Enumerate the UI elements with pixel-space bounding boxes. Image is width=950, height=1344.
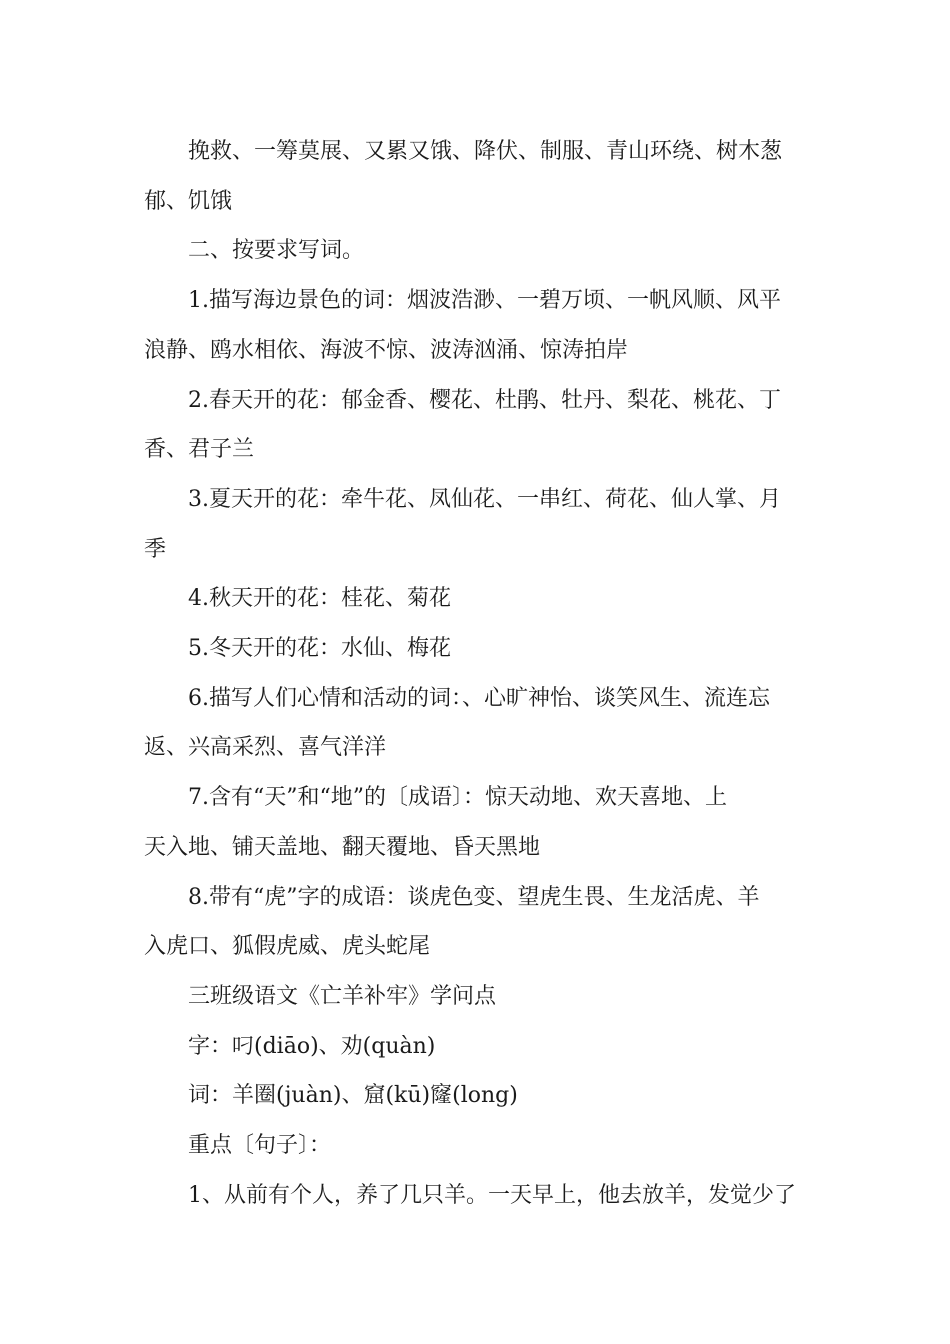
word-list-paragraph [144, 127, 808, 226]
text-line: 6.描写人们心情和活动的词：、心旷神怡、谈笑风生、流连忘 [188, 685, 770, 711]
list-item [144, 624, 808, 674]
text-line: 3.夏天开的花：牵牛花、凤仙花、一串红、荷花、仙人掌、月 [188, 486, 781, 512]
text-line: 三班级语文《亡羊补牢》学问点 [188, 983, 497, 1009]
text-line: 4.秋天开的花：桂花、菊花 [188, 586, 451, 612]
section-heading [144, 226, 808, 276]
list-item [144, 475, 808, 574]
text-line: 2.春天开的花：郁金香、樱花、杜鹃、牡丹、梨花、桃花、丁 [188, 387, 781, 413]
sentence-paragraph [144, 1171, 808, 1221]
text-line: 挽救、一筹莫展、又累又饿、降伏、制服、青山环绕、树木葱 [188, 139, 783, 164]
text-line: 重点〔句子〕： [188, 1133, 332, 1159]
document-page [144, 127, 808, 1220]
text-line: 5.冬天开的花：水仙、梅花 [188, 636, 451, 662]
text-line: 7.含有“天”和“地”的〔成语〕：惊天动地、欢天喜地、上 [188, 785, 727, 811]
text-line: 浪静、鸥水相依、海波不惊、波涛汹涌、惊涛拍岸 [144, 337, 629, 363]
list-item [144, 276, 808, 375]
list-item [144, 376, 808, 475]
text-line: 1、从前有个人，养了几只羊。一天早上，他去放羊，发觉少了 [188, 1182, 796, 1208]
text-line: 二、按要求写词。 [188, 238, 365, 264]
text-line: 8.带有“虎”字的成语：谈虎色变、望虎生畏、生龙活虎、羊 [188, 884, 760, 910]
list-item [144, 873, 808, 972]
text-line: 郁、饥饿 [144, 188, 233, 214]
text-line: 季 [144, 536, 167, 562]
list-item [144, 773, 808, 872]
text-line: 天入地、铺天盖地、翻天覆地、昏天黑地 [144, 834, 541, 860]
words-line [144, 1071, 808, 1121]
text-line: 入虎口、狐假虎威、虎头蛇尾 [144, 934, 431, 960]
list-item [144, 574, 808, 624]
text-line: 1.描写海边景色的词：烟波浩渺、一碧万顷、一帆风顺、风平 [188, 288, 781, 314]
text-line: 香、君子兰 [144, 437, 255, 463]
characters-line [144, 1022, 808, 1072]
lesson-title [144, 972, 808, 1022]
list-item [144, 674, 808, 773]
key-sentences-heading [144, 1121, 808, 1171]
text-line: 词：羊圈(juàn)、窟(kū)窿(long) [188, 1083, 518, 1109]
text-line: 返、兴高采烈、喜气洋洋 [144, 735, 387, 761]
text-line: 字：叼(diāo)、劝(quàn) [188, 1033, 436, 1059]
